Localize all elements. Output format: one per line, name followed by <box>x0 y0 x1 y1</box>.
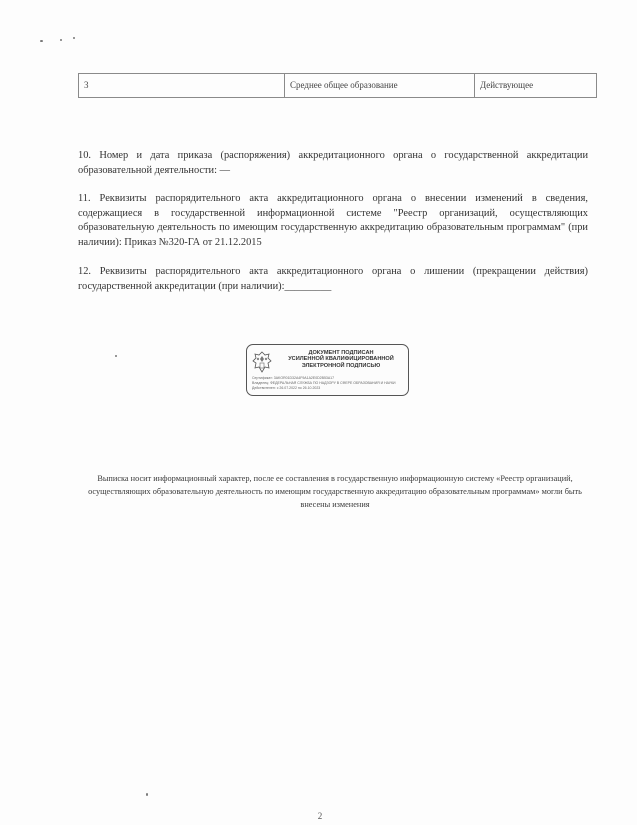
item-11-paragraph: 11. Реквизиты распорядительного акта аккредитационного органа о внесении изменений в сведения, содержащиеся в государственной информационной системе "Реестр организаций, осуществляющих образовательную деятельность по имеющим государственную аккредитацию образовательным программам" (при наличии): Приказ №320-ГА от 21.12.2015 <box>78 193 588 248</box>
stamp-details <box>252 376 406 391</box>
scan-speck <box>73 37 75 39</box>
footer-disclaimer: Выписка носит информационный характер, после ее составления в государственную информационную систему «Реестр организаций, осуществляющих образовательную деятельность по имеющим государственную аккредитацию образовательным программам» могли быть внесены изменения <box>88 474 582 509</box>
page-number: 2 <box>317 811 323 821</box>
scan-speck <box>146 793 148 796</box>
stamp-certificate: Сертификат: 3AKOR01D32A4F9A1A2E0D2B53A17 <box>252 376 335 380</box>
table-cell-status: Действующее <box>480 80 534 90</box>
electronic-signature-stamp <box>246 344 409 396</box>
item-12-paragraph: 12. Реквизиты распорядительного акта аккредитационного органа о лишении (прекращении действия) государственной аккредитации (при наличии):_________ <box>78 266 588 292</box>
item-10-paragraph: 10. Номер и дата приказа (распоряжения) аккредитационного органа о государственной аккредитации образовательной деятельности: — <box>78 150 588 176</box>
scan-speck <box>40 40 43 42</box>
stamp-title-line: ДОКУМЕНТ ПОДПИСАН <box>308 350 374 356</box>
stamp-owner: Владелец: ФЕДЕРАЛЬНАЯ СЛУЖБА ПО НАДЗОРУ В СФЕРЕ ОБРАЗОВАНИЯ И НАУКИ <box>252 381 396 385</box>
stamp-title-line: УСИЛЕННОЙ КВАЛИФИЦИРОВАННОЙ <box>288 356 394 363</box>
accreditation-table <box>78 73 597 98</box>
stamp-validity: Действителен: с 26.07.2022 по 26.10.2023 <box>252 386 321 390</box>
table-cell-education-level: Среднее общее образование <box>285 74 475 97</box>
scan-speck <box>115 355 117 357</box>
stamp-title-line: ЭЛЕКТРОННОЙ ПОДПИСЬЮ <box>301 362 381 369</box>
table-cell-number: 3 <box>79 74 285 97</box>
stamp-title <box>275 350 407 369</box>
coat-of-arms-icon <box>251 350 273 374</box>
scan-speck <box>60 39 62 41</box>
